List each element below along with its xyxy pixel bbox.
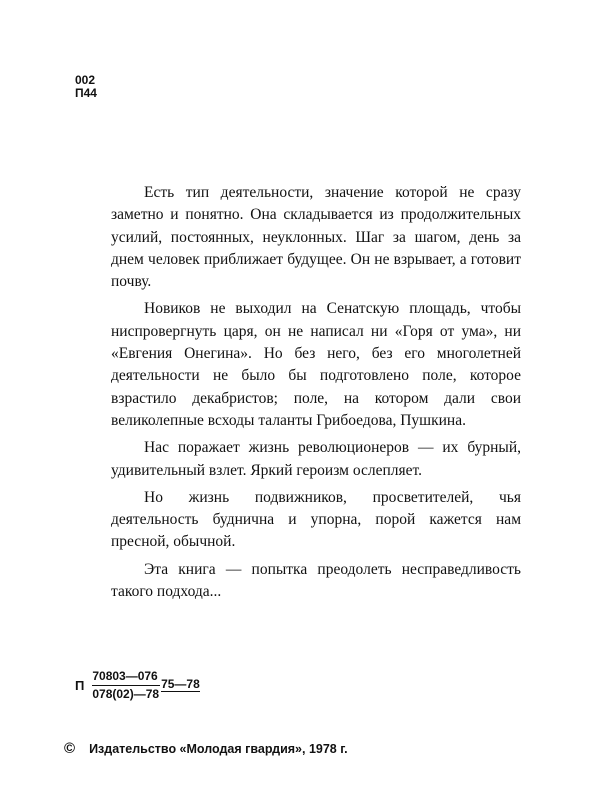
udc-code: 002 [75, 73, 96, 87]
paragraph-4: Но жизнь подвижников, просветителей, чья деятельность будничнa и упорна, порой кажется нам пресной, обычной. [111, 488, 521, 551]
preface-text [111, 182, 521, 608]
catalog-code [75, 669, 200, 702]
author-mark: П44 [75, 86, 97, 100]
catalog-suffix: 75—78 [161, 677, 200, 691]
catalog-numerator: 70803—076 [92, 669, 160, 686]
paragraph-2: Новиков не выходил на Сенатскую площадь, чтобы ниспровергнуть царя, он не написал ни «Горя от ума», ни «Евгения Онегина». Но без него, без его многолетней деятельности не было бы подготовлено поле, которое взрастило декабристов; поле, на котором дали свои великолепные всходы таланты Грибоедова, Пушкина. [111, 300, 521, 429]
catalog-letter: П [75, 678, 85, 693]
paragraph-1: Есть тип деятельности, значение которой не сразу заметно и понятно. Она складывается из продолжительных усилий, постоянных, неуклонных. Шаг за шагом, день за днем человек приближает будущее. Он не взрывает, а готовит почву. [111, 184, 521, 291]
copyright-icon: © [64, 740, 76, 757]
catalog-fraction [92, 669, 160, 702]
publisher-text: Издательство «Молодая гвардия», 1978 г. [89, 741, 348, 756]
paragraph-3: Нас поражает жизнь революционеров — их бурный, удивительный взлет. Яркий героизм ослепляет. [111, 439, 521, 479]
udc-index [75, 74, 97, 100]
catalog-denominator: 078(02)—78 [92, 687, 160, 701]
paragraph-5: Эта книга — попытка преодолеть несправедливость такого подхода... [111, 560, 521, 601]
copyright-line [64, 740, 348, 757]
